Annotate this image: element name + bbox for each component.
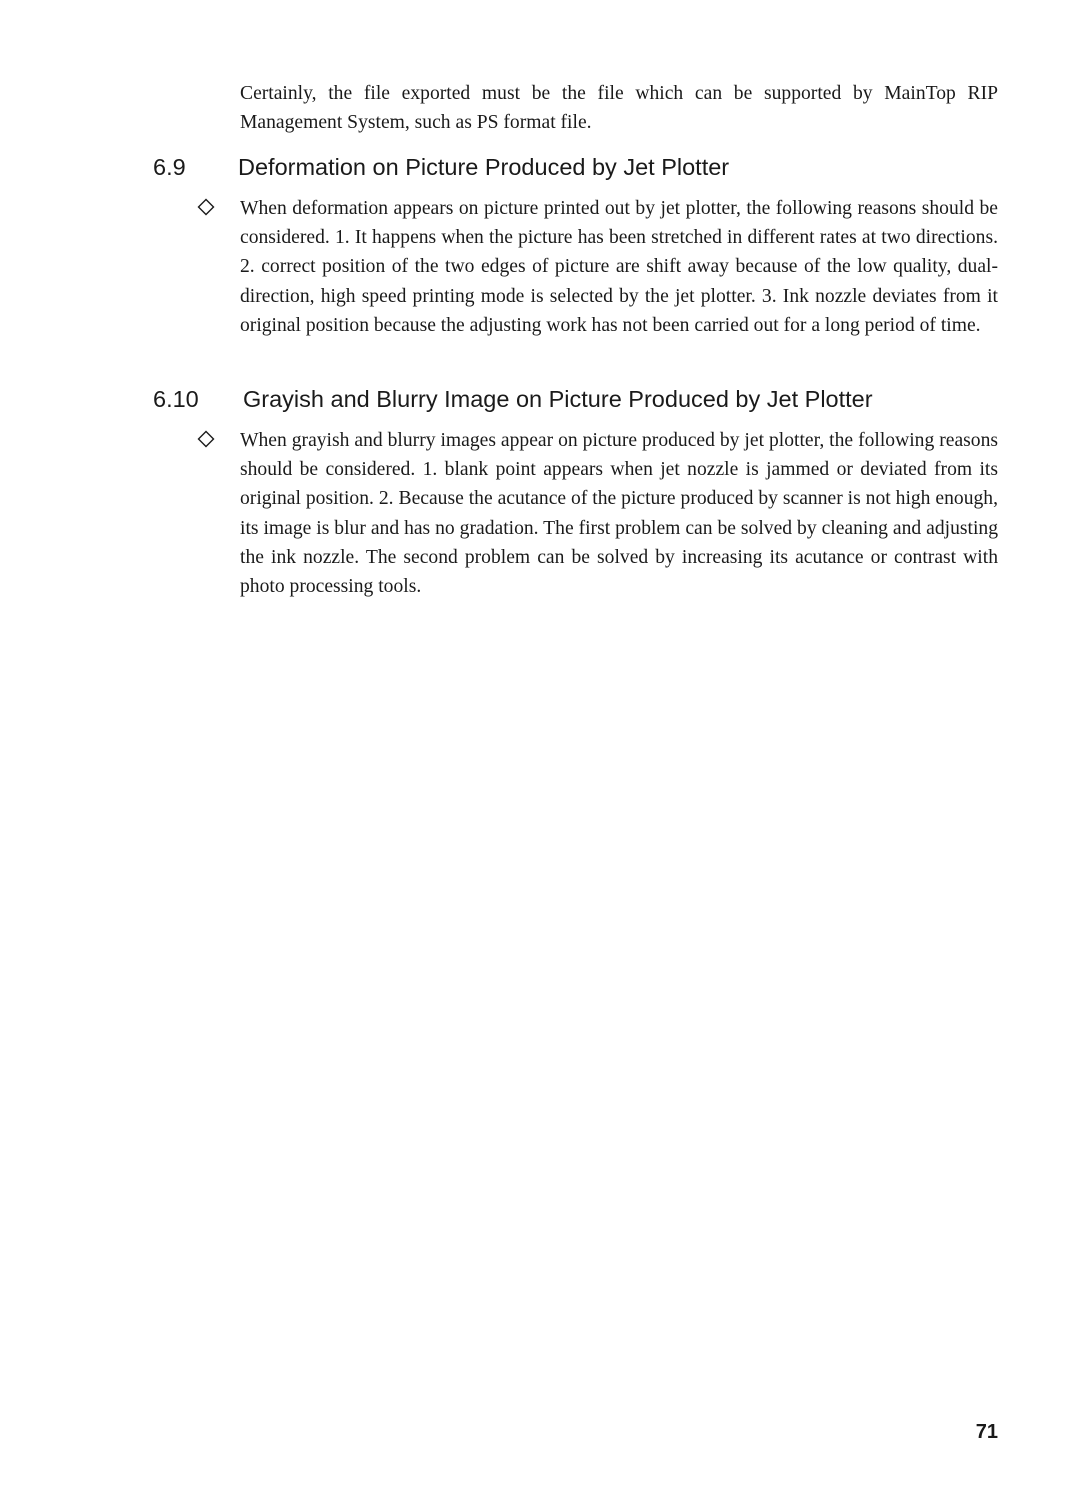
section-paragraph-6-9: When deformation appears on picture printed out by jet plotter, the following reasons should be considered. 1. It happens when the picture has been stretched in different rates at two directions. 2. correct position of the two edges of picture are shift away because of the low quality, dual-direction, high speed printing mode is selected by the jet plotter. 3. Ink nozzle deviates from it original position because the adjusting work has not been carried out for a long period of time.	[240, 198, 998, 336]
intro-paragraph: Certainly, the file exported must be the file which can be supported by MainTop RIP Management System, such as PS format file.	[240, 83, 998, 134]
section-number: 6.9	[153, 154, 186, 180]
section-heading-6-9	[153, 152, 1033, 182]
diamond-outline-icon	[197, 198, 215, 216]
section-title: Deformation on Picture Produced by Jet Plotter	[238, 154, 730, 180]
page-number: 71	[975, 1421, 998, 1443]
section-number: 6.10	[153, 386, 199, 412]
section-title: Grayish and Blurry Image on Picture Produced by Jet Plotter	[243, 386, 873, 412]
diamond-outline-icon	[197, 430, 215, 448]
section-heading-6-10	[153, 384, 1033, 414]
section-paragraph-6-10: When grayish and blurry images appear on picture produced by jet plotter, the following reasons should be considered. 1. blank point appears when jet nozzle is jammed or deviated from its original position. 2. Because the acutance of the picture produced by scanner is not high enough, its image is blur and has no gradation. The first problem can be solved by cleaning and adjusting the ink nozzle. The second problem can be solved by increasing its acutance or contrast with photo processing tools.	[240, 430, 998, 598]
